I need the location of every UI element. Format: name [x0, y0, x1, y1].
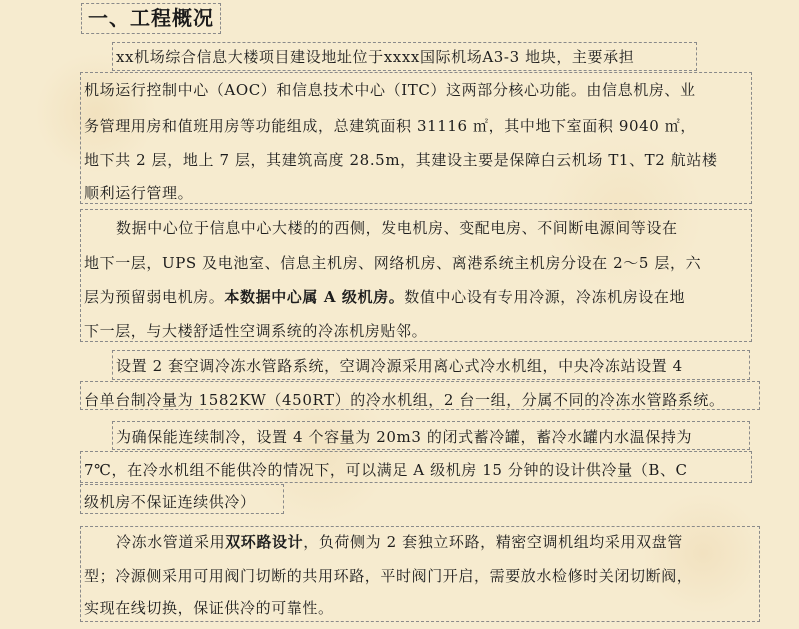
paragraph-3-line-1: 设置 2 套空调冷冻水管路系统，空调冷源采用离心式冷水机组，中央冷冻站设置 4	[116, 357, 683, 375]
paragraph-4-line-1: 为确保能连续制冷，设置 4 个容量为 20m3 的闭式蓄冷罐，蓄冷水罐内水温保持为	[116, 428, 693, 446]
paragraph-1-line-4: 地下共 2 层，地上 7 层，其建筑高度 28.5m，其建设主要是保障白云机场 T1、T2 航站楼	[84, 151, 718, 169]
paragraph-1-line-3: 务管理用房和值班用房等功能组成，总建筑面积 31116 ㎡，其中地下室面积 9040 ㎡，	[84, 117, 696, 135]
paragraph-5-line-1-post: ，负荷侧为 2 套独立环路，精密空调机组均采用双盘管	[303, 533, 683, 551]
paragraph-5-line-2: 型；冷源侧采用可用阀门切断的共用环路，平时阀门开启，需要放水检修时关闭切断阀，	[84, 567, 693, 585]
paragraph-4-line-2: 7℃，在冷水机组不能供冷的情况下，可以满足 A 级机房 15 分钟的设计供冷量（B、C	[84, 461, 688, 479]
paragraph-2-line-2: 地下一层，UPS 及电池室、信息主机房、网络机房、离港系统主机房分设在 2～5 层，六	[84, 254, 702, 272]
paragraph-5-line-1-pre: 冷冻水管道采用	[116, 533, 226, 551]
paragraph-2-line-4: 下一层，与大楼舒适性空调系统的冷冻机房贴邻。	[84, 322, 428, 340]
paragraph-1-line-5: 顺利运行管理。	[84, 184, 194, 202]
paragraph-3-line-2: 台单台制冷量为 1582KW（450RT）的冷水机组，2 台一组，分属不同的冷冻水管路系统。	[84, 391, 725, 409]
section-heading: 一、工程概况	[81, 3, 221, 34]
paragraph-1-line-2: 机场运行控制中心（AOC）和信息技术中心（ITC）这两部分核心功能。由信息机房、业	[84, 81, 696, 99]
paragraph-1-line-1: xx机场综合信息大楼项目建设地址位于xxxx国际机场A3-3 地块，主要承担	[116, 48, 635, 66]
paragraph-5-emphasis: 双环路设计	[225, 533, 304, 551]
paragraph-2-line-3-post: 数值中心设有专用冷源，冷冻机房设在地	[404, 288, 686, 306]
paragraph-2-line-3-pre: 层为预留弱电机房。	[84, 288, 225, 306]
paragraph-2-emphasis: 本数据中心属 A 级机房。	[224, 288, 405, 306]
paragraph-2-line-1: 数据中心位于信息中心大楼的的西侧，发电机房、变配电房、不间断电源间等设在	[116, 219, 678, 237]
paragraph-5-line-3: 实现在线切换，保证供冷的可靠性。	[84, 599, 334, 617]
paragraph-4-line-3: 级机房不保证连续供冷）	[84, 493, 256, 511]
paragraph-5-line-1	[116, 532, 683, 552]
paragraph-2-line-3	[84, 287, 685, 307]
